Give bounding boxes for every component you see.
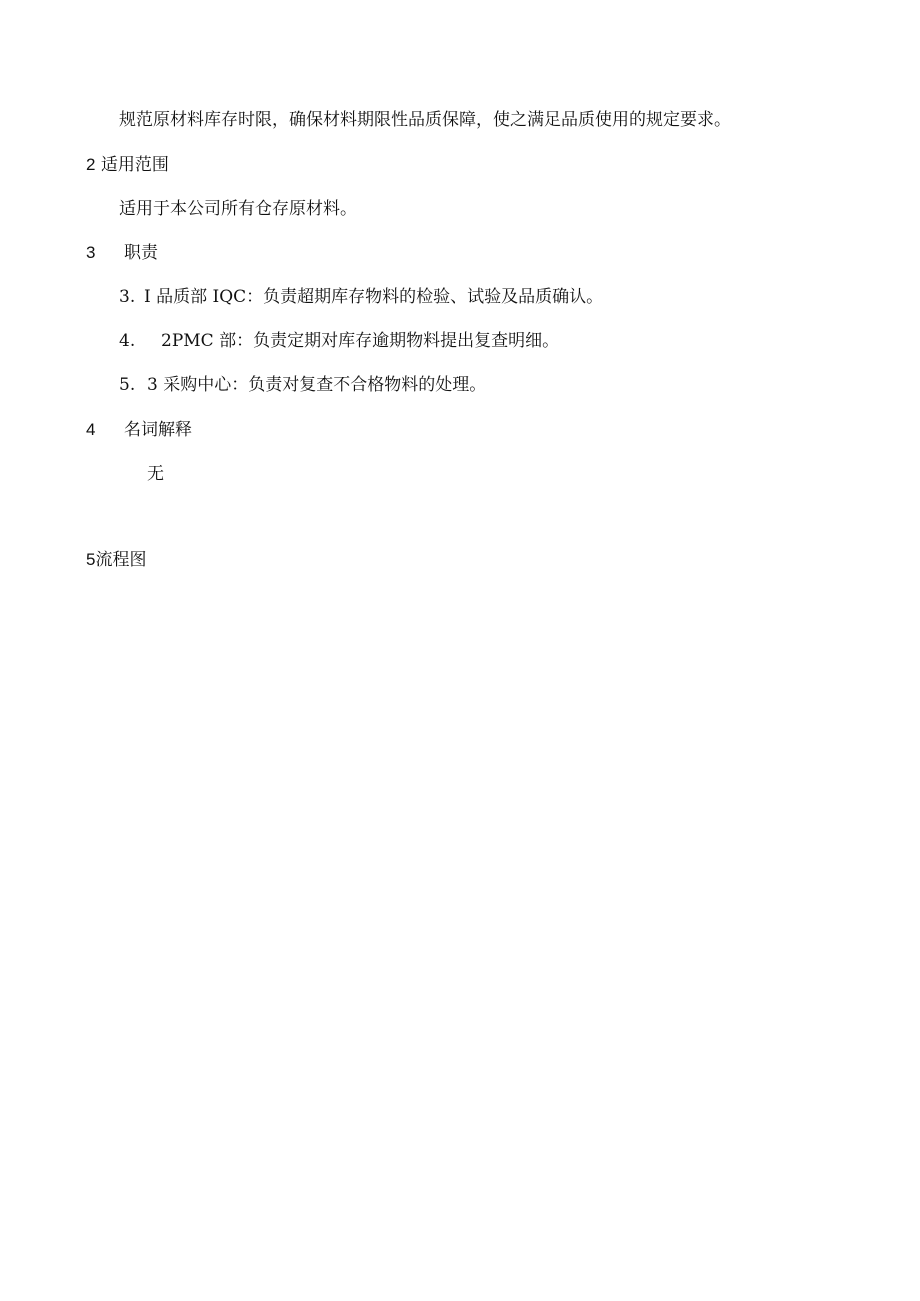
section-3-item [119, 374, 486, 396]
section-5-heading [86, 549, 146, 571]
section-3-item-number: 3. [119, 287, 136, 307]
section-3-item-text: I 品质部 IQC：负责超期库存物料的检验、试验及品质确认。 [144, 287, 604, 307]
purpose-text: 规范原材料库存时限，确保材料期限性品质保障，使之满足品质使用的规定要求。 [119, 110, 731, 130]
section-4-heading [86, 419, 192, 441]
section-2-body [119, 198, 357, 220]
section-5-number: 5 [86, 550, 96, 569]
section-3-item-text: 2PMC 部：负责定期对库存逾期物料提出复查明细。 [161, 331, 560, 351]
section-4-body-text: 无 [147, 464, 164, 484]
section-3-item-text: 3 采购中心：负责对复查不合格物料的处理。 [147, 375, 487, 395]
section-3-title: 职责 [124, 243, 158, 263]
section-4-body [147, 463, 164, 485]
section-3-item-number: 4. [119, 331, 136, 351]
section-3-heading [86, 242, 158, 264]
section-2-number: 2 [86, 155, 96, 174]
purpose-paragraph [119, 109, 731, 131]
section-3-item-number: 5. [119, 375, 136, 395]
section-2-heading [86, 154, 169, 176]
section-5-title: 流程图 [95, 550, 147, 570]
section-2-body-text: 适用于本公司所有仓存原材料。 [119, 199, 357, 219]
section-2-title: 适用范围 [100, 155, 169, 175]
section-3-item [119, 330, 559, 352]
section-3-number: 3 [86, 243, 96, 262]
section-4-title: 名词解释 [124, 420, 192, 440]
section-4-number: 4 [86, 420, 96, 439]
section-3-item [119, 286, 603, 308]
